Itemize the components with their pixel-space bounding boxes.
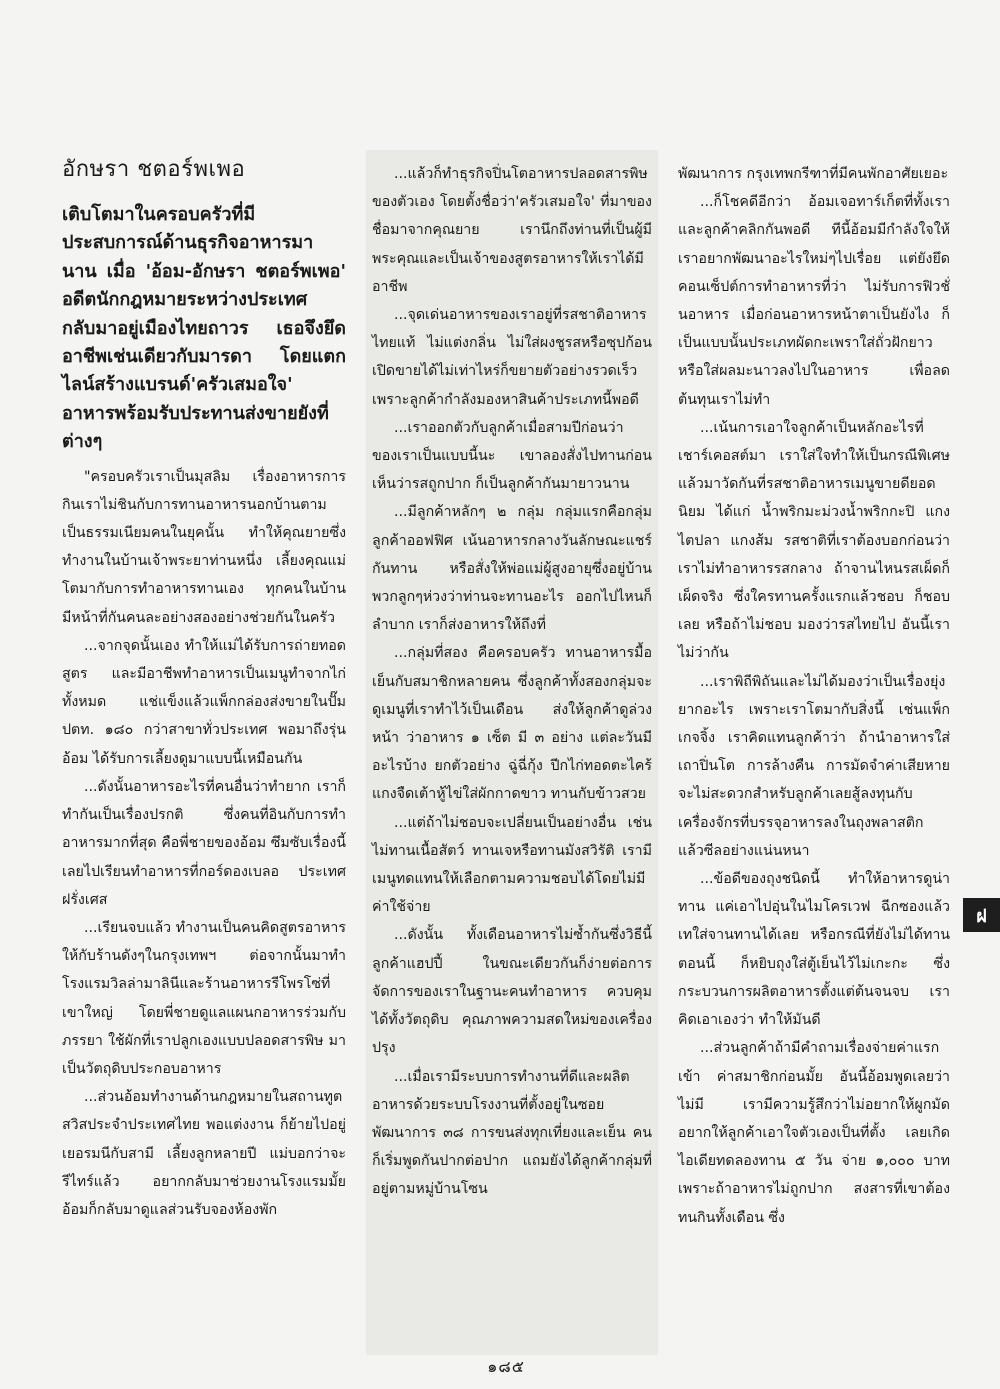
body-paragraph: ...กลุ่มที่สอง คือครอบครัว ทานอาหารมื้อเย็นกับสมาชิกหลายคน ซึ่งลูกค้าทั้งสองกลุ่มจะดูเมนูที่เราทำไว้เป็นเดือน ส่งให้ลูกค้าดูล่วงหน้า ว่าอาหาร ๑ เซ็ต มี ๓ อย่าง แต่ละวันมีอะไรบ้าง ยกตัวอย่าง ฉู่ฉี่กุ้ง ปีกไก่ทอดตะไคร้ แกงจืดเต้าหู้ไข่ใส่ผักกาดขาว ทานกับข้าวสวย	[372, 645, 652, 803]
body-paragraph: ...แล้วก็ทำธุรกิจปิ่นโตอาหารปลอดสารพิษของตัวเอง โดยตั้งชื่อว่า'ครัวเสมอใจ' ที่มาของชื่อมาจากคุณยาย เรานึกถึงท่านที่เป็นผู้มีพระคุณและเป็นเจ้าของสูตรอาหารให้เราได้มีอาชีพ	[372, 166, 652, 295]
body-paragraph: ...มีลูกค้าหลักๆ ๒ กลุ่ม กลุ่มแรกคือกลุ่มลูกค้าออฟฟิศ เน้นอาหารกลางวันลักษณะแชร์กันทาน หรือสั่งให้พ่อแม่ผู้สูงอายุซึ่งอยู่บ้าน พวกลูกๆห่วงว่าท่านจะทานอะไร ออกไปไหนก็ลำบาก เราก็ส่งอาหารให้ถึงที่	[372, 504, 652, 634]
body-paragraph: ...ส่วนอ้อมทำงานด้านกฎหมายในสถานทูตสวิสประจำประเทศไทย พอแต่งงาน ก็ย้ายไปอยู่เยอรมนีกับสามี เลี้ยงลูกหลายปี แม่บอกว่าจะรีไทร์แล้ว อยากกลับมาช่วยงานโรงแรมมั้ย อ้อมก็กลับมาดูแลส่วนรับจองห้องพัก	[62, 1089, 346, 1218]
body-paragraph: ...ส่วนลูกค้าถ้ามีคำถามเรื่องจ่ายค่าแรกเข้า ค่าสมาชิกก่อนมั้ย อันนี้อ้อมพูดเลยว่า ไม่มี เรามีความรู้สึกว่าไม่อยากให้ผูกมัด อยากให้ลูกค้าเอาใจตัวเองเป็นที่ตั้ง เลยเกิดไอเดียทดลองทาน ๕ วัน จ่าย ๑,๐๐๐ บาท เพราะถ้าอาหารไม่ถูกปาก สงสารที่เขาต้องทนกินทั้งเดือน ซึ่ง	[678, 1040, 950, 1226]
body-paragraph: ...เราพิถีพิถันและไม่ได้มองว่าเป็นเรื่องยุ่งยากอะไร เพราะเราโตมากับสิ่งนี้ เช่นแพ็กเกจจิ้ง เราคิดแทนลูกค้าว่า ถ้านำอาหารใส่เถาปิ่นโต การล้างคืน การมัดจำค่าเสียหาย จะไม่สะดวกสำหรับลูกค้าเลยสู้ลงทุนกับเครื่องจักรที่บรรจุอาหารลงในถุงพลาสติก แล้วซีลอย่างแน่นหนา	[678, 673, 950, 859]
body-paragraph: "ครอบครัวเราเป็นมุสลิม เรื่องอาหารการกินเราไม่ชินกับการทานอาหารนอกบ้านตามเป็นธรรมเนียมคนในยุคนั้น ทำให้คุณยายซึ่งทำงานในบ้านเจ้าพระยาท่านหนึ่ง เลี้ยงคุณแม่โตมากับการทำอาหารทานเอง ทุกคนในบ้านมีหน้าที่กันคนละอย่างสองอย่างช่วยกันในครัว	[62, 468, 346, 626]
body-paragraph: ...ดังนั้นอาหารอะไรที่คนอื่นว่าทำยาก เราก็ทำกันเป็นเรื่องปรกติ ซึ่งคนที่อินกับการทำอาหารมากที่สุด คือพี่ชายของอ้อม ซึมซับเรื่องนี้ เลยไปเรียนทำอาหารที่กอร์ดองเบลอ ประเทศฝรั่งเศส	[62, 778, 346, 908]
lead-paragraph: เติบโตมาในครอบครัวที่มีประสบการณ์ด้านธุรกิจอาหารมานาน เมื่อ 'อ้อม-อักษรา ชตอร์พเพอ' อดีตนักกฎหมายระหว่างประเทศ กลับมาอยู่เมืองไทยถาวร เธอจึงยึดอาชีพเช่นเดียวกับมารดา โดยแตกไลน์สร้างแบรนด์'ครัวเสมอใจ' อาหารพร้อมรับประทานส่งขายยังที่ต่างๆ	[62, 204, 346, 453]
body-paragraph: ...ก็โชคดีอีกว่า อ้อมเจอทาร์เก็ตที่ทั้งเราและลูกค้าคลิกกันพอดี ทีนี้อ้อมมีกำลังใจให้เราอยากพัฒนาอะไรใหม่ๆไปเรื่อย แต่ยังยึดคอนเซ็ปต์การทำอาหารที่ว่า ไม่รับการฟิวชั่นอาหาร เมื่อก่อนอาหารหน้าตาเป็นยังไง ก็เป็นแบบนั้นประเภทผัดกะเพราใส่ถั่วฝักยาว หรือใส่ผลมะนาวลงไปในอาหาร เพื่อลดต้นทุนเราไม่ทำ	[678, 194, 950, 408]
body-paragraph: ...จากจุดนั้นเอง ทำให้แม่ได้รับการถ่ายทอดสูตร และมีอาชีพทำอาหารเป็นเมนูทำจากไก่ทั้งหมด แช่แข็งแล้วแพ็กกล่องส่งขายในปั๊มปตท. ๑๘๐ กว่าสาขาทั่วประเทศ พอมาถึงรุ่นอ้อม ได้รับการเลี้ยงดูมาแบบนี้เหมือนกัน	[62, 637, 346, 767]
column-1	[62, 155, 346, 1224]
body-paragraph: ...เราออกตัวกับลูกค้าเมื่อสามปีก่อนว่า ของเราเป็นแบบนี้นะ เขาลองสั่งไปทานก่อน เห็นว่ารสถูกปาก ก็เป็นลูกค้ากันมายาวนาน	[372, 419, 652, 493]
author-name: อักษรา ชตอร์พเพอ	[62, 157, 246, 182]
body-paragraph: ...ดังนั้น ทั้งเดือนอาหารไม่ซ้ำกันซึ่งวิธีนี้ลูกค้าแฮปปี้ ในขณะเดียวกันก็ง่ายต่อการจัดการของเราในฐานะคนทำอาหาร ควบคุมได้ทั้งวัตถุดิบ คุณภาพความสดใหม่ของเครื่องปรุง	[372, 927, 652, 1057]
column-2	[372, 160, 652, 1204]
body-paragraph: พัฒนาการ กรุงเทพกรีฑาที่มีคนพักอาศัยเยอะ	[678, 166, 949, 182]
column-3	[678, 160, 950, 1232]
body-paragraph: ...เน้นการเอาใจลูกค้าเป็นหลักอะไรที่เชาร์เคอสต์มา เราใส่ใจทำให้เป็นกรณีพิเศษ แล้วมาวัดกันที่รสชาติอาหารเมนูขายดียอดนิยม ได้แก่ น้ำพริกมะม่วงน้ำพริกกะปิ แกงไตปลา แกงส้ม รสชาติที่เราต้องบอกก่อนว่า เราไม่ทำอาหารรสกลาง ถ้าจานไหนรสเผ็ดก็เผ็ดจริง ซึ่งใครทานครั้งแรกแล้วชอบ ก็ชอบเลย หรือถ้าไม่ชอบ มองว่ารสไทยไป อันนี้เราไม่ว่ากัน	[678, 419, 950, 662]
body-paragraph: ...จุดเด่นอาหารของเราอยู่ที่รสชาติอาหารไทยแท้ ไม่แต่งกลิ่น ไม่ใส่ผงชูรสหรือซุปก้อน เปิดขายได้ไม่เท่าไหร่ก็ขยายตัวอย่างรวดเร็ว เพราะลูกค้ากำลังมองหาสินค้าประเภทนี้พอดี	[372, 307, 652, 408]
body-paragraph: ...เรียนจบแล้ว ทำงานเป็นคนคิดสูตรอาหารให้กับร้านดังๆในกรุงเทพฯ ต่อจากนั้นมาทำโรงแรมวิลล่ามาลินีและร้านอาหารรีโพรโซ่ที่เขาใหญ่ โดยพี่ชายดูแลแผนกอาหารร่วมกับภรรยา ใช้ผักที่เราปลูกเองแบบปลอดสารพิษ มาเป็นวัตถุดิบประกอบอาหาร	[62, 919, 346, 1077]
body-paragraph: ...ข้อดีของถุงชนิดนี้ ทำให้อาหารดูน่าทาน แค่เอาไปอุ่นในไมโครเวฟ ฉีกซองแล้วเทใส่จานทานได้เลย หรือกรณีที่ยังไม่ได้ทานตอนนี้ ก็หยิบถุงใส่ตู้เย็นไว้ไม่เกะกะ ซึ่งกระบวนการผลิตอาหารตั้งแต่ต้นจนจบ เราคิดเอาเองว่า ทำให้มันดี	[678, 871, 950, 1029]
page-number: ๑๘๕	[487, 1357, 525, 1376]
body-paragraph: ...แต่ถ้าไม่ชอบจะเปลี่ยนเป็นอย่างอื่น เช่นไม่ทานเนื้อสัตว์ ทานเจหรือทานมังสวิรัติ เรามีเมนูทดแทนให้เลือกตามความชอบได้โดยไม่มีค่าใช้จ่าย	[372, 814, 652, 916]
section-tab: ฝ	[963, 898, 1000, 932]
body-paragraph: ...เมื่อเรามีระบบการทำงานที่ดีและผลิตอาหารด้วยระบบโรงงานที่ตั้งอยู่ในซอยพัฒนาการ ๓๘ การขนส่งทุกเที่ยงและเย็น คนก็เริ่มพูดกันปากต่อปาก แถมยังได้ลูกค้ากลุ่มที่อยู่ตามหมู่บ้านโซน	[372, 1068, 652, 1198]
